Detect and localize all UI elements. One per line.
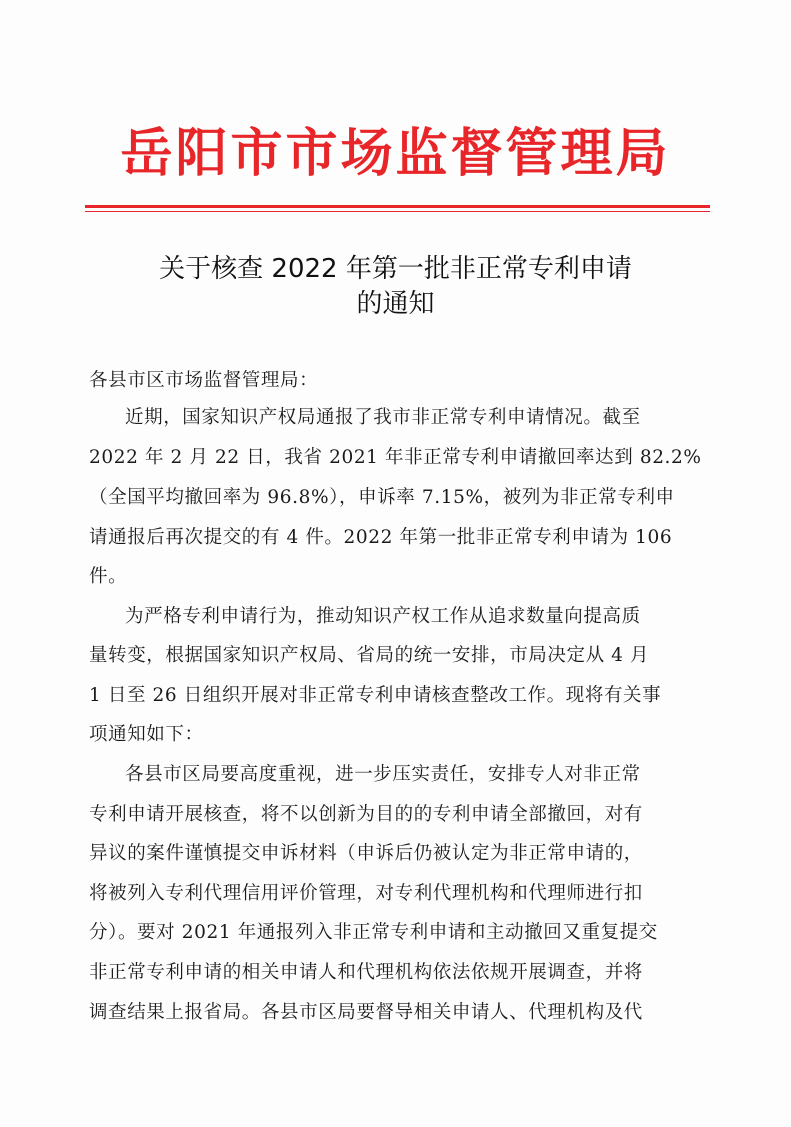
- masthead-thin-rule: [85, 211, 710, 212]
- document-title-line-1: 关于核查 2022 年第一批非正常专利申请: [159, 254, 632, 284]
- body-line: 2022 年 2 月 22 日，我省 2021 年非正常专利申请撤回率达到 82.2%: [89, 447, 702, 468]
- body-line: 量转变，根据国家知识产权局、省局的统一安排，市局决定从 4 月: [89, 645, 650, 666]
- body-line: 专利申请开展核查，将不以创新为目的的专利申请全部撤回，对有: [89, 804, 643, 825]
- issuer-masthead: 岳阳市市场监督管理局: [120, 123, 671, 184]
- body-line: 项通知如下：: [89, 724, 204, 745]
- body-line: 各县市区局要高度重视，进一步压实责任，安排专人对非正常: [125, 764, 641, 785]
- body-line: 近期，国家知识产权局通报了我市非正常专利申请情况。截至: [125, 407, 641, 428]
- body-line: 将被列入专利代理信用评价管理，对专利代理机构和代理师进行扣: [89, 883, 643, 904]
- masthead-thick-rule: [85, 205, 710, 208]
- body-line: 分）。要对 2021 年通报列入非正常专利申请和主动撤回又重复提交: [89, 922, 658, 943]
- body-line: （全国平均撤回率为 96.8%），申诉率 7.15%，被列为非正常专利申: [89, 487, 675, 508]
- body-line: 为严格专利申请行为，推动知识产权工作从追求数量向提高质: [125, 606, 641, 627]
- salutation: 各县市区市场监督管理局：: [89, 370, 319, 391]
- body-line: 件。: [89, 566, 128, 587]
- body-line: 请通报后再次提交的有 4 件。2022 年第一批非正常专利申请为 106: [89, 527, 673, 548]
- body-line: 调查结果上报省局。各县市区局要督导相关申请人、代理机构及代: [89, 1002, 643, 1023]
- body-line: 1 日至 26 日组织开展对非正常专利申请核查整改工作。现将有关事: [89, 685, 662, 706]
- body-line: 异议的案件谨慎提交申诉材料（申诉后仍被认定为非正常申请的，: [89, 843, 643, 864]
- body-line: 非正常专利申请的相关申请人和代理机构依法依规开展调查，并将: [89, 962, 643, 983]
- document-title-line-2: 的通知: [356, 289, 435, 319]
